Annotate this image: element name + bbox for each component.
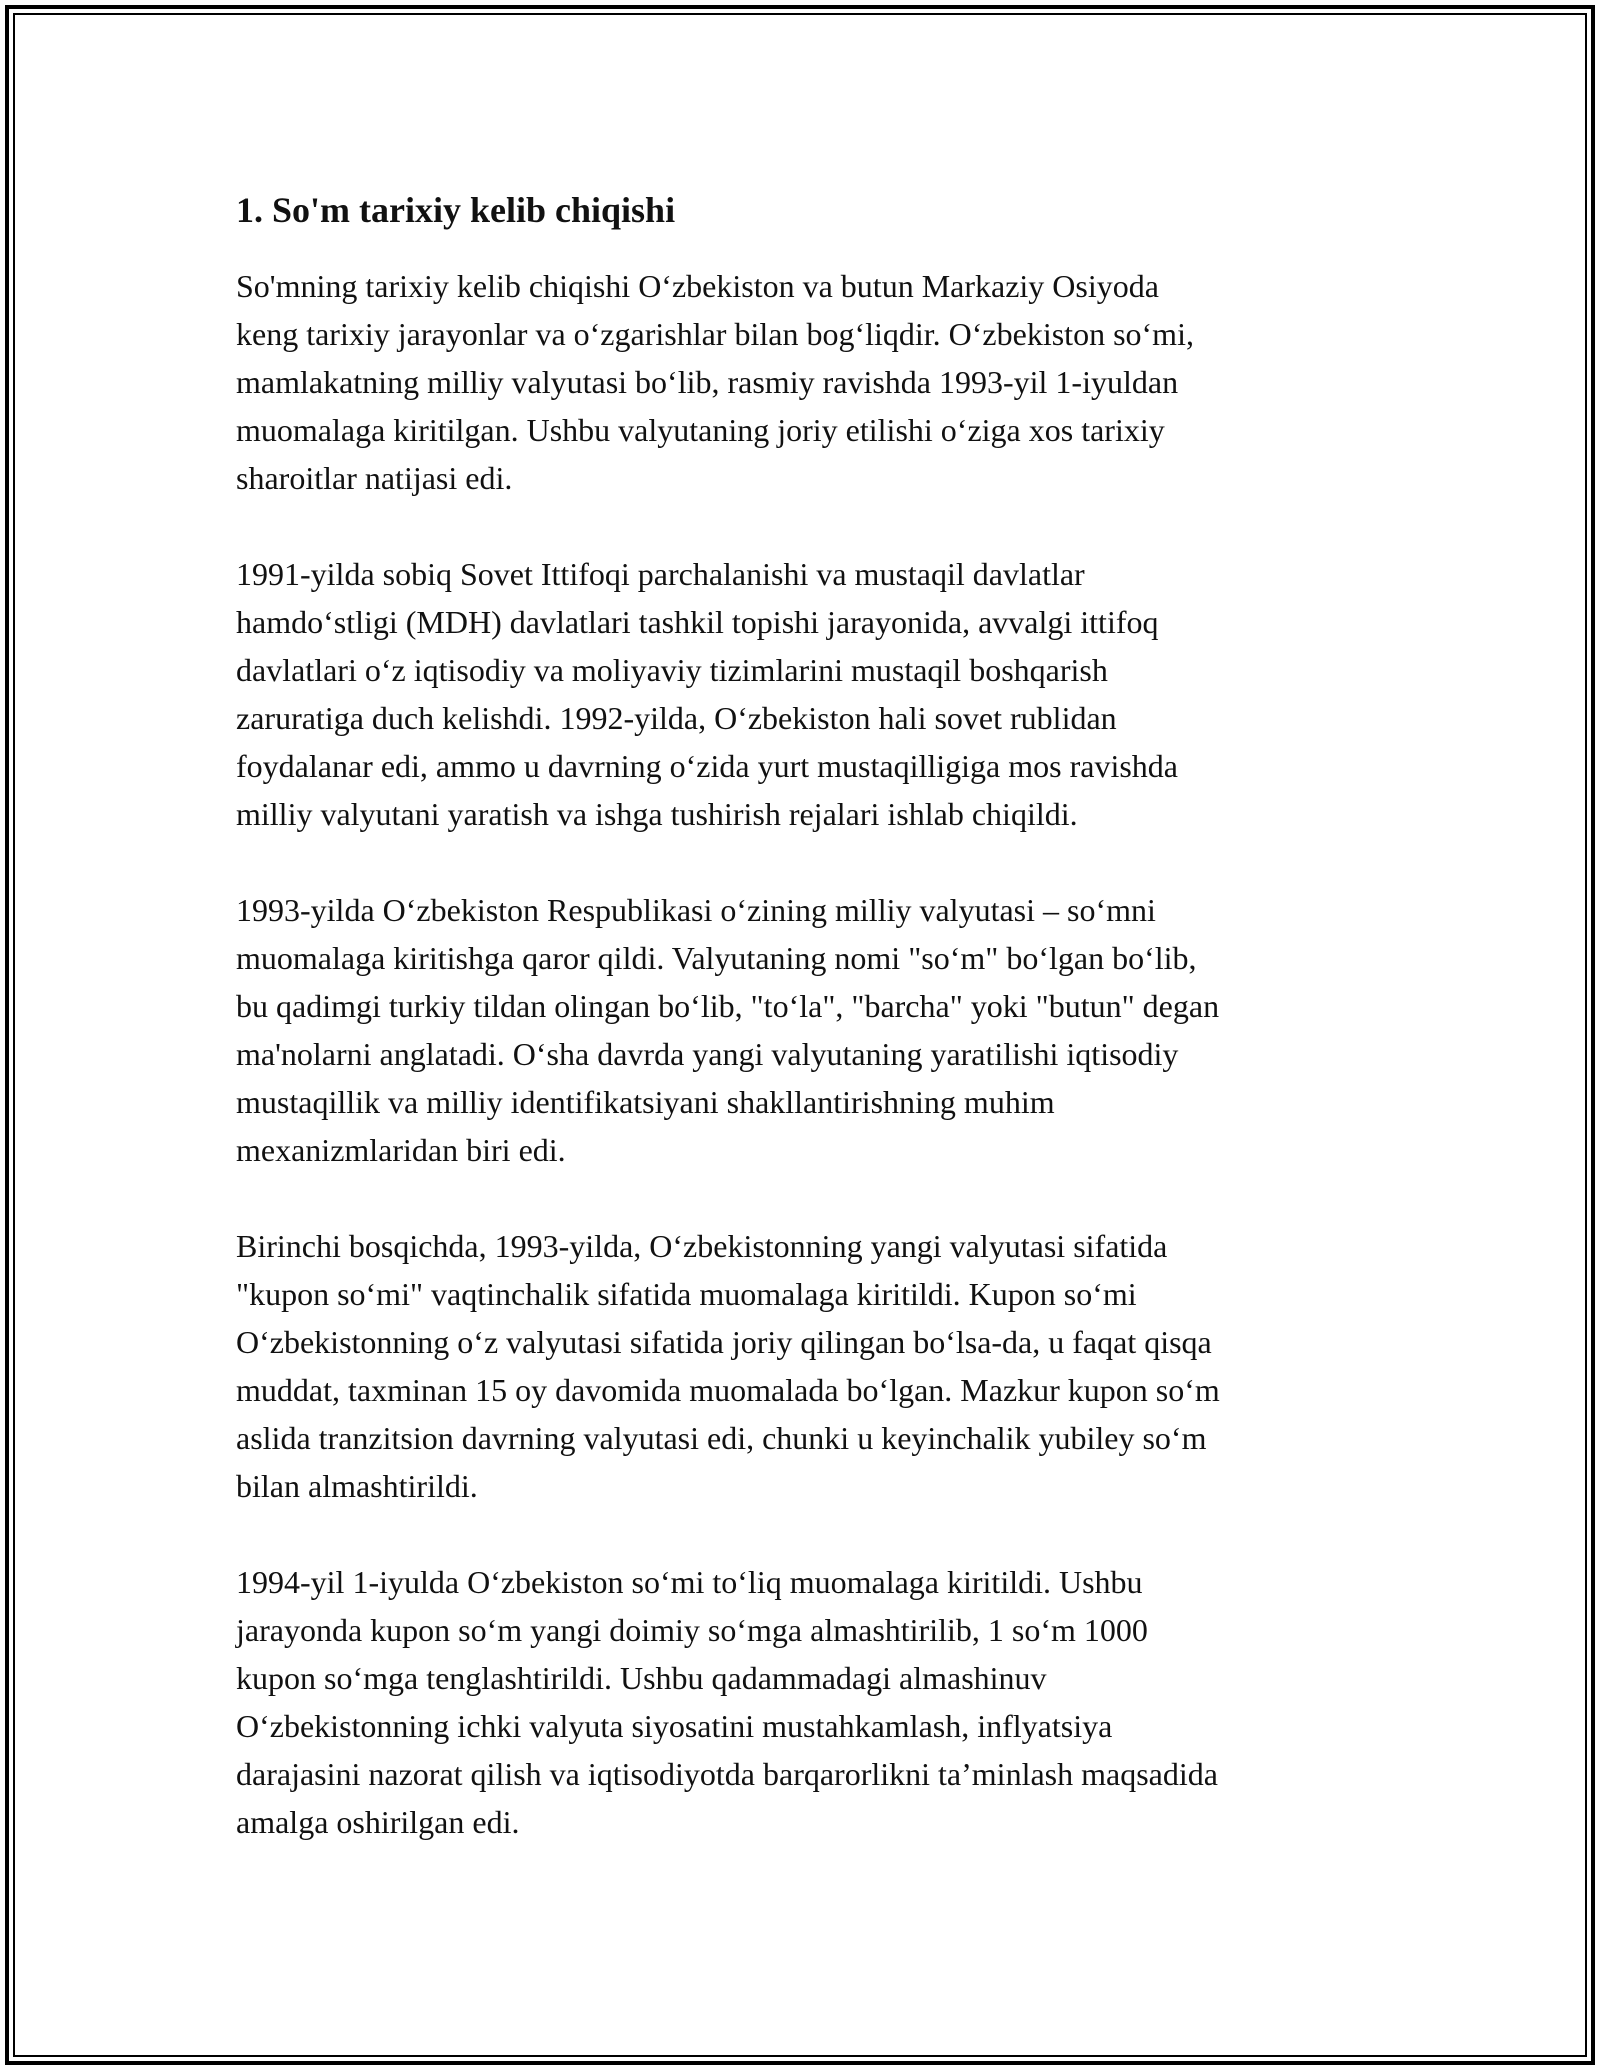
paragraph-line: aslida tranzitsion davrning valyutasi edi, chunki u keyinchalik yubiley so‘m [236, 1420, 1207, 1456]
paragraph-line: jarayonda kupon so‘m yangi doimiy so‘mga almashtirilib, 1 so‘m 1000 [236, 1612, 1148, 1648]
document-body [236, 188, 1366, 1846]
paragraph-line: mamlakatning milliy valyutasi bo‘lib, rasmiy ravishda 1993-yil 1-iyuldan [236, 364, 1179, 400]
paragraph-line: muddat, taxminan 15 oy davomida muomalada bo‘lgan. Mazkur kupon so‘m [236, 1372, 1220, 1408]
paragraph-line: bilan almashtirildi. [236, 1468, 478, 1504]
paragraph-line: hamdo‘stligi (MDH) davlatlari tashkil topishi jarayonida, avvalgi ittifoq [236, 604, 1159, 640]
paragraph-line: 1993-yilda O‘zbekiston Respublikasi o‘zining milliy valyutasi – so‘mni [236, 892, 1156, 928]
paragraph-line: "kupon so‘mi" vaqtinchalik sifatida muomalaga kiritildi. Kupon so‘mi [236, 1276, 1137, 1312]
paragraph-line: muomalaga kiritishga qaror qildi. Valyutaning nomi "so‘m" bo‘lgan bo‘lib, [236, 940, 1197, 976]
paragraph-line: amalga oshirilgan edi. [236, 1804, 520, 1840]
section-heading: 1. So'm tarixiy kelib chiqishi [236, 190, 676, 230]
paragraph-line: Birinchi bosqichda, 1993-yilda, O‘zbekistonning yangi valyutasi sifatida [236, 1228, 1168, 1264]
paragraph-line: kupon so‘mga tenglashtirildi. Ushbu qadammadagi almashinuv [236, 1660, 1047, 1696]
paragraph-line: foydalanar edi, ammo u davrning o‘zida yurt mustaqilligiga mos ravishda [236, 748, 1178, 784]
paragraph-line: keng tarixiy jarayonlar va o‘zgarishlar bilan bog‘liqdir. O‘zbekiston so‘mi, [236, 316, 1194, 352]
paragraph-line: ma'nolarni anglatadi. O‘sha davrda yangi valyutaning yaratilishi iqtisodiy [236, 1036, 1179, 1072]
paragraph-line: O‘zbekistonning ichki valyuta siyosatini mustahkamlash, inflyatsiya [236, 1708, 1113, 1744]
paragraph-line: 1994-yil 1-iyulda O‘zbekiston so‘mi to‘liq muomalaga kiritildi. Ushbu [236, 1564, 1143, 1600]
paragraph-line: milliy valyutani yaratish va ishga tushirish rejalari ishlab chiqildi. [236, 796, 1078, 832]
paragraph-line: So'mning tarixiy kelib chiqishi O‘zbekiston va butun Markaziy Osiyoda [236, 268, 1159, 304]
paragraph-2 [236, 550, 1366, 838]
paragraph-line: 1991-yilda sobiq Sovet Ittifoqi parchalanishi va mustaqil davlatlar [236, 556, 1085, 592]
paragraph-1 [236, 262, 1366, 502]
paragraph-line: davlatlari o‘z iqtisodiy va moliyaviy tizimlarini mustaqil boshqarish [236, 652, 1108, 688]
paragraph-4 [236, 1222, 1366, 1510]
paragraph-line: darajasini nazorat qilish va iqtisodiyotda barqarorlikni ta’minlash maqsadida [236, 1756, 1218, 1792]
paragraph-5 [236, 1558, 1366, 1846]
paragraph-line: sharoitlar natijasi edi. [236, 460, 513, 496]
paragraph-line: zaruratiga duch kelishdi. 1992-yilda, O‘zbekiston hali sovet rublidan [236, 700, 1117, 736]
paragraph-line: O‘zbekistonning o‘z valyutasi sifatida joriy qilingan bo‘lsa-da, u faqat qisqa [236, 1324, 1212, 1360]
paragraph-3 [236, 886, 1366, 1174]
paragraph-line: mustaqillik va milliy identifikatsiyani shakllantirishning muhim [236, 1084, 1055, 1120]
paragraph-line: mexanizmlaridan biri edi. [236, 1132, 566, 1168]
paragraph-line: bu qadimgi turkiy tildan olingan bo‘lib, "to‘la", "barcha" yoki "butun" degan [236, 988, 1220, 1024]
paragraph-line: muomalaga kiritilgan. Ushbu valyutaning joriy etilishi o‘ziga xos tarixiy [236, 412, 1165, 448]
paragraph-list [236, 262, 1366, 1846]
